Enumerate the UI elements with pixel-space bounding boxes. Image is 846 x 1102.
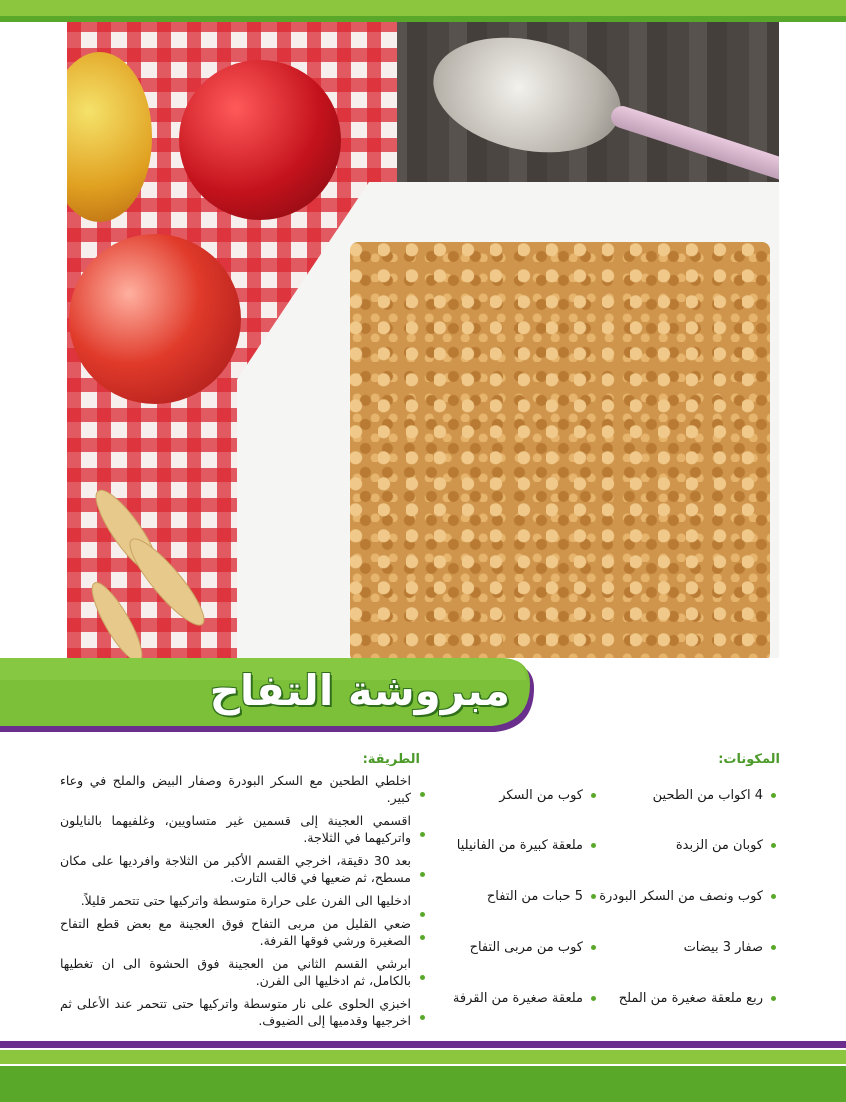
bullet-icon — [771, 843, 776, 848]
bullet-icon — [591, 793, 596, 798]
bottom-light-green-band — [0, 1050, 846, 1064]
bullet-icon — [420, 1015, 425, 1020]
method-heading: الطريقة: — [362, 752, 420, 767]
bullet-icon — [591, 945, 596, 950]
ingredient-item: ملعقة صغيرة من القرفة — [453, 991, 596, 1006]
method-step: ابرشي القسم الثاني من العجينة فوق الحشوة الى ان تغطيها بالكامل، ثم ادخليها الى الفرن. — [60, 955, 425, 989]
method-step: اخلطي الطحين مع السكر البودرة وصفار البيض والملح في وعاء كبير. — [60, 772, 425, 806]
top-green-band — [0, 0, 846, 22]
ingredients-heading: المكونات: — [718, 752, 780, 767]
bullet-icon — [420, 792, 425, 797]
ingredient-item: كوب من مربى التفاح — [470, 940, 596, 955]
ingredient-item: 5 حبات من التفاح — [487, 889, 596, 904]
ingredient-item: كوب من السكر — [499, 788, 596, 803]
ingredient-item: 4 اكواب من الطحين — [653, 788, 776, 803]
ingredient-item: ملعقة كبيرة من الفانيليا — [457, 838, 596, 853]
bottom-purple-band — [0, 1041, 846, 1048]
apple-crumble-photo — [67, 22, 779, 658]
recipe-title: مبروشة التفاح — [209, 666, 510, 715]
method-step: اخبزي الحلوى على نار متوسطة واتركيها حتى تتحمر عند الأعلى ثم اخرجيها وقدميها إلى الضيوف. — [60, 995, 425, 1029]
method-step: ادخليها الى الفرن على حرارة متوسطة واتركيها حتى تتحمر قليلاً. — [60, 892, 425, 909]
bullet-icon — [591, 843, 596, 848]
ingredient-item: كوب ونصف من السكر البودرة — [599, 889, 776, 904]
red-apple — [179, 60, 341, 220]
wheat-stalks — [87, 472, 237, 658]
bullet-icon — [420, 832, 425, 837]
method-step: اقسمي العجينة إلى قسمين غير متساويين، وغلفيهما بالنايلون واتركيهما في الثلاجة. — [60, 812, 425, 846]
bullet-icon — [591, 894, 596, 899]
bullet-icon — [771, 996, 776, 1001]
bullet-icon — [771, 793, 776, 798]
bottom-green-band — [0, 1066, 846, 1102]
method-step: ضعي القليل من مربى التفاح فوق العجينة مع بعض قطع التفاح الصغيرة ورشي فوقها القرفة. — [60, 915, 425, 949]
ingredient-item: ربع ملعقة صغيرة من الملح — [619, 991, 776, 1006]
red-apple — [69, 234, 241, 404]
bullet-icon — [771, 945, 776, 950]
bullet-icon — [591, 996, 596, 1001]
ingredient-item: صفار 3 بيضات — [684, 940, 776, 955]
bullet-icon — [420, 872, 425, 877]
crumble-topping — [350, 242, 770, 658]
bullet-icon — [420, 935, 425, 940]
method-step: بعد 30 دقيقة، اخرجي القسم الأكبر من الثلاجة وافرديها على مكان مسطح، ثم ضعيها في قالب التارت. — [60, 852, 425, 886]
bullet-icon — [420, 975, 425, 980]
ingredient-item: كوبان من الزبدة — [676, 838, 776, 853]
bullet-icon — [771, 894, 776, 899]
method-steps — [60, 772, 425, 1035]
